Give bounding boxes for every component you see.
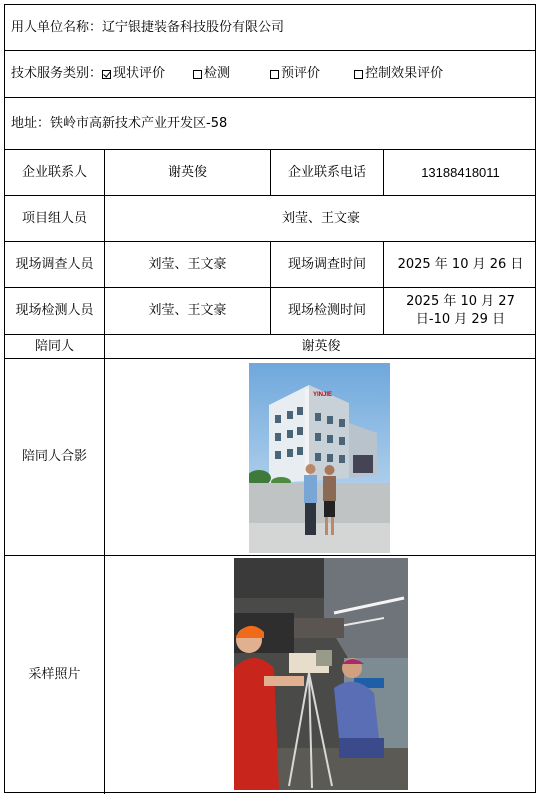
- service-label: 技术服务类别：: [11, 66, 103, 81]
- survey-time-label: 现场调查时间: [271, 242, 384, 287]
- checked-box-icon[interactable]: [102, 70, 111, 79]
- row-service: [5, 51, 535, 98]
- contact-name: 谢英俊: [105, 150, 271, 195]
- address-value: 铁岭市高新技术产业开发区-58: [50, 115, 228, 131]
- escort-label: 陪同人: [5, 335, 105, 358]
- row-contact: [5, 150, 535, 196]
- testing-value: 刘莹、王文豪: [105, 288, 271, 334]
- building-sign: YINJIE: [313, 392, 333, 398]
- option-label: 现状评价: [113, 66, 166, 81]
- option-control-effect-evaluation[interactable]: [354, 65, 443, 83]
- checkbox-icon[interactable]: [354, 70, 363, 79]
- checkbox-icon[interactable]: [270, 70, 279, 79]
- sampling-photo-label: 采样照片: [5, 556, 105, 794]
- escort-photo-label: 陪同人合影: [5, 359, 105, 555]
- team-value: 刘莹、王文豪: [281, 210, 360, 226]
- row-address: [5, 98, 535, 150]
- unit-label: 用人单位名称：: [11, 19, 103, 35]
- row-survey: [5, 242, 535, 288]
- row-team: [5, 196, 535, 242]
- row-escort: [5, 335, 535, 359]
- sampling-photo: [234, 558, 408, 790]
- survey-value: 刘莹、王文豪: [105, 242, 271, 287]
- option-detection[interactable]: [193, 65, 230, 83]
- unit-value: 辽宁银捷装备科技股份有限公司: [102, 19, 285, 35]
- option-label: 检测: [204, 66, 231, 81]
- testing-time: 2025 年 10 月 27 日-10 月 29 日: [406, 294, 515, 327]
- unit-cell: [5, 5, 535, 50]
- option-label: 预评价: [281, 66, 321, 81]
- team-label: 项目组人员: [5, 196, 105, 241]
- address-label: 地址：: [11, 115, 51, 131]
- testing-label: 现场检测人员: [5, 288, 105, 334]
- service-cell: [5, 51, 535, 97]
- sampling-photo-image: [234, 558, 408, 790]
- row-escort-photo: [5, 359, 535, 556]
- row-testing: [5, 288, 535, 335]
- checkbox-icon[interactable]: [193, 70, 202, 79]
- survey-label: 现场调查人员: [5, 242, 105, 287]
- phone-value: 13188418011: [421, 164, 500, 180]
- escort-group-photo: [249, 363, 390, 553]
- escort-photo-image: [249, 363, 390, 553]
- address-cell: [5, 98, 535, 149]
- option-label: 控制效果评价: [365, 66, 444, 81]
- phone-label: 企业联系电话: [271, 150, 384, 195]
- option-current-evaluation[interactable]: [102, 65, 165, 83]
- row-sampling-photo: [5, 556, 535, 794]
- contact-label: 企业联系人: [5, 150, 105, 195]
- survey-time: 2025 年 10 月 26 日: [397, 256, 524, 272]
- row-unit: [5, 5, 535, 51]
- testing-time-label: 现场检测时间: [271, 288, 384, 334]
- escort-value: 谢英俊: [301, 338, 341, 354]
- info-form: [4, 4, 536, 793]
- option-pre-evaluation[interactable]: [270, 65, 320, 83]
